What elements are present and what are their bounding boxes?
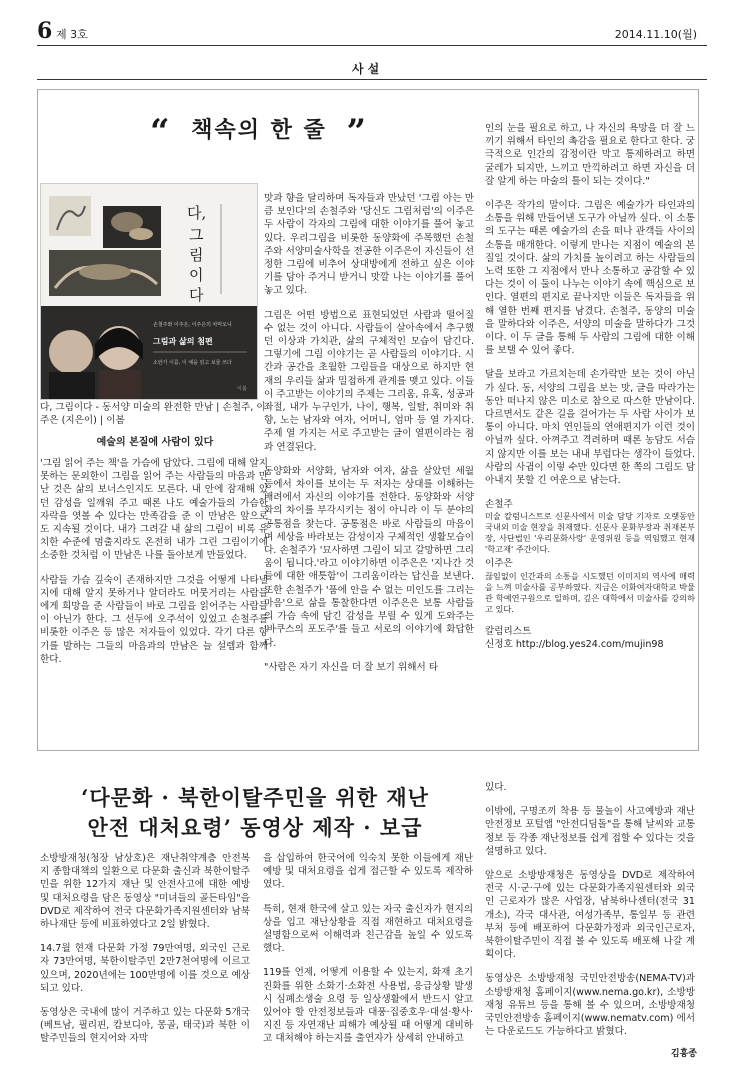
svg-text:손철주와 이주은, 이주은의 차마오니: 손철주와 이주은, 이주은의 차마오니 [153,322,232,328]
article-paragraph: 14.7월 현재 다문화 가정 79만여명, 외국인 근로자 73만여명, 북한이탈주민 2만7천여명에 이르고 있으며, 2020년에는 100만명에 이를 것으로 예상되고 있다. [40,943,250,994]
open-quote: “ [150,112,172,152]
article-paragraph: 특히, 현재 한국에 살고 있는 자국 출신자가 현지의상을 입고 재난상황을 직접 재현하고 대처요령을 설명함으로써 이해력과 친근감을 높일 수 있도록 했다. [263,903,473,955]
close-quote: ” [346,112,369,152]
issue-number: 제 3호 [56,28,88,41]
column-paragraph: "사람은 자기 자신을 더 잘 보기 위해서 타 [264,661,439,673]
column-paragraph: 동양화와 서양화, 남자와 여자, 삶을 살았던 세월 등에서 차이를 보이는 두 저자는 상대를 이해하는 배려에서 자신의 이야기를 전한다. 동양화와 서양화의 차이를 부각시키는 점이 아니라 이 두 분야의 공통점을 찾는다. 공통점은 바로 사람들의 마음이며 세상을 바라보는 감성이자 구체적인 생활모습이다. 손철주가 '묘사하면 그림이 되고 갈망하면 그리움이 됩니다.'라고 이야기하면 이주은은 '지나간 것들에 대한 애틋함'이 그리움이라는 답신을 보낸다. 또한 손철주가 '품에 안을 수 없는 미인도를 그리는 마음'으로 삶을 통찰한다면 이주은은 보통 사람들의 가슴 속에 담긴 감성을 부릴 수 있게 도와주는 '바쿠스의 포도주'를 들고 서로의 이야기에 화답한다. [264,465,474,649]
author-bio: 미술 칼럼니스트로 신문사에서 미술 담당 기자로 오랫동안 국내외 미술 현장을 취재했다. 신문사 문화부장과 취재본부장, 사단법인 '우리문화사랑' 운영위원 등을 역임했고 현재 '학고재' 주간이다. [485,511,695,555]
article-title-line1: ‘다문화 · 북한이탈주민을 위한 재난 [81,785,429,810]
column-paragraph: 그림은 어떤 방법으로 표현되었던 사람과 떨어질 수 없는 것이 아니다. 사람들이 살아속에서 추구했던 이상과 가치관, 삶의 구체적인 모습이 담긴다. 그렇기에 그림 이야기는 곧 사람들의 이야기다. 시간과 공간을 초월한 그림들을 대상으로 하지만 현재의 우리들 삶과 밀접하게 관계를 맺고 있다. 이들이 주고받는 이야기의 주제는 그리움, 유혹, 성공과 좌절, 내가 누구인가, 나이, 행복, 일탈, 취미와 취향, 노는 남자와 여자, 어머니, 엄마 등 열 가지다. 주제 열 가지는 서로 주고받는 글이 열편이라는 점과 연결된다. [264,309,474,453]
article-paragraph: 을 삽입하여 한국어에 익숙치 못한 이들에게 재난예방 및 대처요령을 쉽게 접근할 수 있도록 제작하였다. [263,853,473,891]
header-rule-bottom [37,79,707,80]
article-col3 [485,781,695,1049]
book-title-glyphs: 다, [187,204,207,222]
columnist-label: 칼럼리스트 [485,625,532,637]
article-title-line2: 안전 대처요령’ 동영상 제작 · 보급 [87,815,423,840]
author-name: 이주은 [485,558,513,570]
article-col2 [263,852,473,1057]
book-cover-image [40,183,258,400]
column-paragraph: 달을 보라고 가르치는데 손가락만 보는 것이 아닌가 싶다. 동, 서양의 그림을 보는 맛, 글을 따라가는 동안 떠나지 않은 미소로 참으로 따스한 만남이다. 다르면서도 같은 길을 걸어가는 두 사람 사이가 보통이 아니다. 마치 연인들의 연애편지가 이런 것이 아닐까 싶다. 아껴주고 격려하며 때론 농담도 서슴지 않지만 이를 보는 내내 부럽다는 생각이 들었다. 사람의 사귐이 이렇 수만 있다면 한 쪽의 그림도 담아내지 못할 긴 여운으로 남는다. [485,369,695,487]
column-paragraph: 사람들 가슴 깊숙이 존재하지만 그것을 어떻게 나타낼지에 대해 알지 못하거나 알더라도 머뭇거리는 사람들에게 희망을 준 사람들이 바로 그림을 읽어주는 사람들이 아닌가 한다. 그 선두에 오주석이 있었고 손철주를 비롯한 이주은 등 많은 저자들이 있었다. 각기 다른 향기를 발하는 그들의 마음과의 만남은 늘 설렘과 함께 한다. [40,574,268,665]
section-title: 사설 [352,62,384,76]
column-title-text: 책속의 한 줄 [191,117,327,143]
svg-text:이봄: 이봄 [237,386,247,392]
article-paragraph: 앞으로 소방방재청은 동영상을 DVD로 제작하여 전국 시·군·구에 있는 다문화가족지원센터와 외국인 근로자가 많은 사업장, 남북하나센터(전국 31개소), 각국 대사관, 여성가족부, 통일부 등 관련 부처 등에 배포하여 다문화가정과 외국인근로자, 북한이탈주민이 직접 볼 수 있도록 배포해 나갈 계획이다. [485,870,695,961]
columnist-line: 신정호 http://blog.yes24.com/mujin98 [485,638,664,650]
author-name: 손철주 [485,499,513,511]
article-paragraph: 이밖에, 구명조끼 착용 등 물놀이 사고예방과 재난안전정보 포털앱 "안전디딤돌"을 통해 날씨와 교통정보 등 각종 재난정보를 쉽게 접할 수 있다는 것을 설명하고 있다. [485,806,695,857]
column-title [150,112,368,152]
issue-date: 2014.11.10(월) [614,28,697,41]
column-col3 [485,122,695,651]
header-rule-top [37,45,707,46]
column-subhead: 예술의 본질에 사람이 있다 [96,437,214,448]
svg-text:소란가 이름, 이 예을 읽고 보물 쓰다: 소란가 이름, 이 예을 읽고 보물 쓰다 [153,360,232,366]
article-paragraph: 동영상은 소방방재청 국민안전방송(NEMA-TV)과 소방방재청 홈페이지(www.nema.go.kr), 소방방재청 유튜브 등을 통해 볼 수 있으며, 소방방재청 국민안전방송 홈페이지(www.nematv.com) 에서는 다운로드도 가능하다고 밝혔다. [485,973,695,1038]
column-col2 [264,192,474,685]
svg-text:그림과 삶의 첨편: 그림과 삶의 첨편 [153,337,213,346]
article-paragraph: 119를 언제, 어떻게 이용할 수 있는지, 화재 초기진화를 위한 소화기·소화전 사용법, 응급상황 발생시 심폐소생술 요령 등 일상생활에서 반드시 알고 있어야 할 안전정보들과 대풍·집중호우·대설·황사·지진 등 자연재난 피해가 예상될 때 어떻게 대비하고 대처해야 하는지를 출연자가 상세히 안내하고 [263,967,473,1045]
column-col1 [40,457,268,677]
column-paragraph: 인의 눈을 필요로 하고, 나 자신의 욕망을 더 잘 느끼기 위해서 타인의 촉감을 필요로 한다고 한다. 궁극적으로 인간의 감정이란 막고 통제하려고 하면 굴레가 되지만, 느끼고 만끽하려고 하면 자신을 더 잘 알게 하는 마술의 틀이 되는 것이다." [485,123,695,187]
svg-text:이: 이 [189,266,204,284]
book-caption: 다, 그림이다 - 동서양 미술의 완전한 만남 | 손철주, 이주은 (지은이) | 이봄 [40,402,266,426]
page-number: 6 [37,18,53,44]
column-paragraph: '그림 읽어 주는 책'을 가슴에 담았다. 그림에 대해 알지 못하는 문외한이 그림을 읽어 주는 사람들의 마음과 만난 것은 삶의 보너스인지도 모른다. 내 안에 잠재해 있던 감성을 일깨워 주고 때론 나도 예술가들의 가슴한 자락을 엿볼 수 있다는 만족감을 준 이 만남은 앞으로도 지속될 것이다. 내가 그려갈 내 삶의 그림이 비록 유치한 수준에 멈출지라도 온전히 내가 그린 그림이기에 소중한 것처럼 이 만남은 나를 돌아보게 만들었다. [40,458,268,562]
svg-text:림: 림 [189,246,204,264]
column-paragraph: 맛과 향을 달리하며 독자들과 만났던 '그림 아는 만큼 보인다'의 손철주와 '당신도 그림처럼'의 이주은 두 사람이 각자의 그림에 대한 이야기를 풀어 놓고 있다. 우리그림을 비롯한 동양화에 주목했던 손철주와 서양미술사학을 전공한 이주은이 자신들이 선정한 그림에 비추어 상대방에게 전하고 싶은 이야기를 담아 주거니 받거니 맛깔 나는 이야기를 풀어놓고 있다. [264,193,474,297]
article-paragraph: 소방방재청(청장 남상호)은 재난취약계층 안전복지 종합대책의 일환으로 다문화 출신과 북한이탈주민을 위한 12가지 재난 및 안전사고에 대한 예방 및 대처요령을 담은 동영상 "미녀들의 골든타임"을 DVD로 제작하여 전국 다문화가족지원센터와 남북하나재단 등에 비표하였다고 2일 밝혔다. [40,853,250,931]
column-paragraph: 이주은 작가의 말이다. 그림은 예술가가 타인과의 소통을 위해 만들어낸 도구가 아닐까 싶다. 이 소통의 도구는 때론 예술가의 손을 떠나 관객들 사이의 소통을 매개한다. 이렇게 만나는 지점이 예술의 본질일 것이다. 삶의 가치를 높이려고 하는 사람들의 노력 또한 그 지점에서 만나 소통하고 공감할 수 있다는 것이 이 둘이 나누는 이야기 속에 핵심으로 보인다. 열편의 편지로 끝나지만 이들은 독자들을 위해 열한 번째 편지를 남겼다. 손철주, 동양의 미술을 말하다와 이주은, 서양의 미술을 말하다가 그것이다. 이 두 글을 통해 두 사람의 그림에 대한 이해를 보탤 수 있어 좋다. [485,200,695,357]
article-paragraph: 있다. [485,782,507,793]
book-cover-art [41,184,257,399]
article-paragraph: 동영상은 국내에 많이 거주하고 있는 다문화 5개국(베트남, 필리핀, 캄보디아, 몽골, 태국)과 북한 이탈주민들의 현지어와 자막 [40,1007,250,1045]
svg-text:그: 그 [189,226,204,244]
author-bio: 끊임없이 인간과의 소통을 시도했던 이미지의 역사에 매력을 느껴 미술사를 공부하였다. 지금은 이화여자대학교 박물관 학예연구원으로 일하며, 깊은 대학에서 미술사를 강의하고 있다. [485,570,695,614]
article-col1 [40,852,250,1057]
article-title [40,783,470,843]
svg-text:다: 다 [189,286,204,304]
article-signature: 김흥종 [670,1049,697,1059]
